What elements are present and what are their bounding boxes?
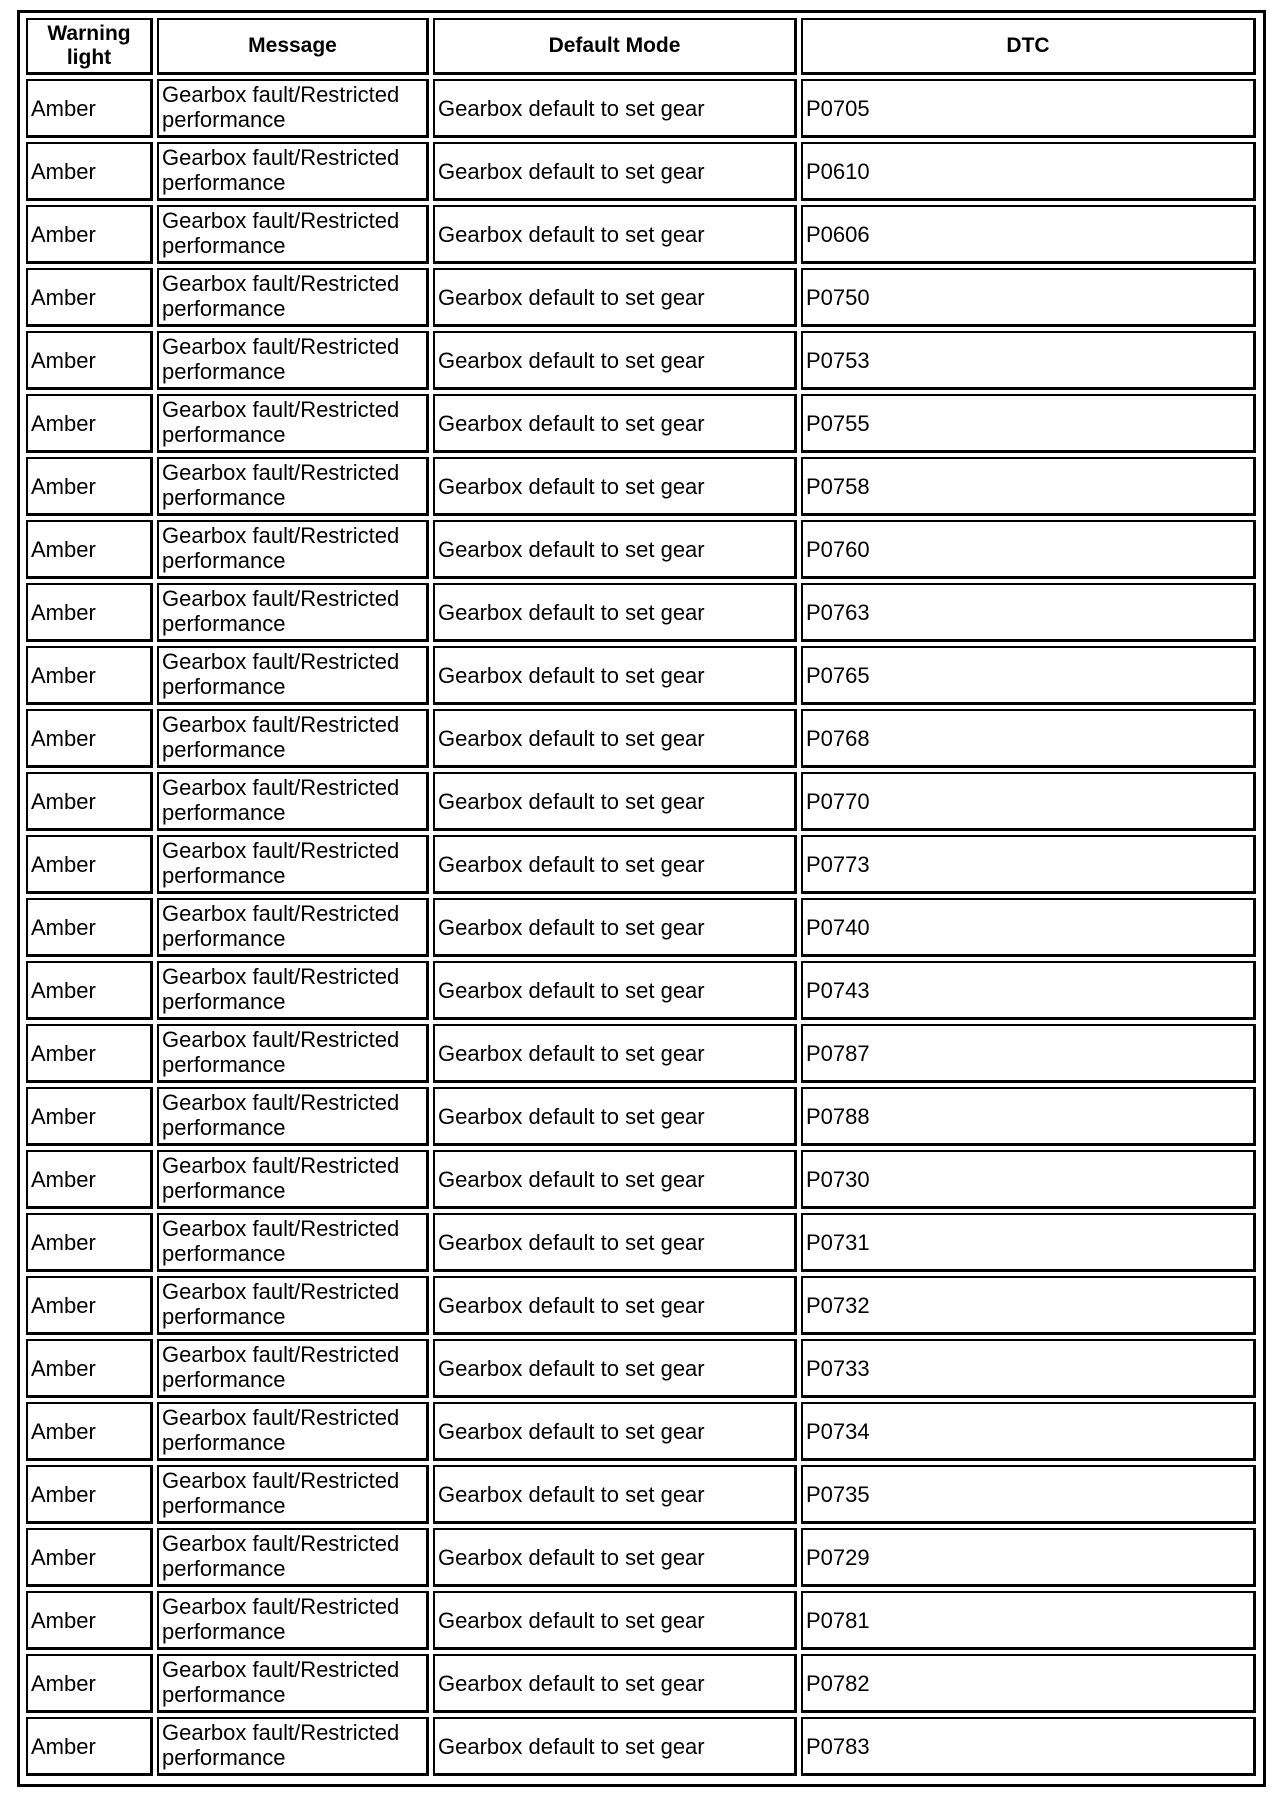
- cell-warning-light: Amber: [26, 1528, 153, 1587]
- cell-dtc: P0763: [801, 583, 1256, 642]
- table-row: [26, 772, 1256, 831]
- cell-warning-light: Amber: [26, 1150, 153, 1209]
- cell-warning-light: Amber: [26, 268, 153, 327]
- cell-message: Gearbox fault/Restricted performance: [157, 394, 429, 453]
- table-row: [26, 331, 1256, 390]
- cell-message: Gearbox fault/Restricted performance: [157, 1150, 429, 1209]
- table-row: [26, 1402, 1256, 1461]
- table-row: [26, 1528, 1256, 1587]
- header-warning-light: Warning light: [26, 18, 153, 75]
- table-row: [26, 646, 1256, 705]
- table-row: [26, 583, 1256, 642]
- cell-default-mode: Gearbox default to set gear: [433, 394, 797, 453]
- cell-default-mode: Gearbox default to set gear: [433, 583, 797, 642]
- table-row: [26, 898, 1256, 957]
- cell-message: Gearbox fault/Restricted performance: [157, 268, 429, 327]
- header-dtc: DTC: [801, 18, 1256, 75]
- cell-default-mode: Gearbox default to set gear: [433, 1465, 797, 1524]
- cell-dtc: P0773: [801, 835, 1256, 894]
- cell-warning-light: Amber: [26, 1717, 153, 1776]
- table-row: [26, 268, 1256, 327]
- cell-message: Gearbox fault/Restricted performance: [157, 142, 429, 201]
- table-row: [26, 1276, 1256, 1335]
- cell-message: Gearbox fault/Restricted performance: [157, 1465, 429, 1524]
- cell-warning-light: Amber: [26, 898, 153, 957]
- table-row: [26, 1150, 1256, 1209]
- cell-default-mode: Gearbox default to set gear: [433, 1339, 797, 1398]
- table-row: [26, 1087, 1256, 1146]
- cell-warning-light: Amber: [26, 1213, 153, 1272]
- cell-dtc: P0729: [801, 1528, 1256, 1587]
- cell-message: Gearbox fault/Restricted performance: [157, 1024, 429, 1083]
- cell-warning-light: Amber: [26, 835, 153, 894]
- cell-dtc: P0783: [801, 1717, 1256, 1776]
- table-row: [26, 1717, 1256, 1776]
- table-row: [26, 1024, 1256, 1083]
- cell-warning-light: Amber: [26, 961, 153, 1020]
- cell-message: Gearbox fault/Restricted performance: [157, 709, 429, 768]
- cell-default-mode: Gearbox default to set gear: [433, 1150, 797, 1209]
- cell-warning-light: Amber: [26, 205, 153, 264]
- cell-default-mode: Gearbox default to set gear: [433, 961, 797, 1020]
- table-row: [26, 205, 1256, 264]
- cell-warning-light: Amber: [26, 79, 153, 138]
- cell-dtc: P0740: [801, 898, 1256, 957]
- cell-warning-light: Amber: [26, 520, 153, 579]
- cell-message: Gearbox fault/Restricted performance: [157, 961, 429, 1020]
- cell-warning-light: Amber: [26, 1339, 153, 1398]
- header-default-mode: Default Mode: [433, 18, 797, 75]
- cell-warning-light: Amber: [26, 331, 153, 390]
- table-row: [26, 520, 1256, 579]
- cell-dtc: P0705: [801, 79, 1256, 138]
- cell-message: Gearbox fault/Restricted performance: [157, 1591, 429, 1650]
- cell-default-mode: Gearbox default to set gear: [433, 1717, 797, 1776]
- cell-default-mode: Gearbox default to set gear: [433, 1402, 797, 1461]
- cell-warning-light: Amber: [26, 646, 153, 705]
- cell-dtc: P0758: [801, 457, 1256, 516]
- cell-dtc: P0731: [801, 1213, 1256, 1272]
- cell-warning-light: Amber: [26, 142, 153, 201]
- dtc-table-frame: [17, 10, 1266, 1787]
- cell-dtc: P0781: [801, 1591, 1256, 1650]
- cell-default-mode: Gearbox default to set gear: [433, 1654, 797, 1713]
- cell-message: Gearbox fault/Restricted performance: [157, 772, 429, 831]
- cell-message: Gearbox fault/Restricted performance: [157, 1087, 429, 1146]
- cell-dtc: P0610: [801, 142, 1256, 201]
- cell-warning-light: Amber: [26, 394, 153, 453]
- cell-dtc: P0733: [801, 1339, 1256, 1398]
- cell-default-mode: Gearbox default to set gear: [433, 1591, 797, 1650]
- cell-default-mode: Gearbox default to set gear: [433, 1276, 797, 1335]
- cell-dtc: P0753: [801, 331, 1256, 390]
- cell-warning-light: Amber: [26, 1402, 153, 1461]
- cell-default-mode: Gearbox default to set gear: [433, 1528, 797, 1587]
- cell-dtc: P0765: [801, 646, 1256, 705]
- cell-dtc: P0768: [801, 709, 1256, 768]
- cell-message: Gearbox fault/Restricted performance: [157, 835, 429, 894]
- table-row: [26, 457, 1256, 516]
- cell-default-mode: Gearbox default to set gear: [433, 79, 797, 138]
- cell-message: Gearbox fault/Restricted performance: [157, 1402, 429, 1461]
- cell-dtc: P0750: [801, 268, 1256, 327]
- cell-message: Gearbox fault/Restricted performance: [157, 457, 429, 516]
- cell-warning-light: Amber: [26, 583, 153, 642]
- cell-message: Gearbox fault/Restricted performance: [157, 1528, 429, 1587]
- cell-warning-light: Amber: [26, 1087, 153, 1146]
- cell-warning-light: Amber: [26, 709, 153, 768]
- table-row: [26, 142, 1256, 201]
- cell-default-mode: Gearbox default to set gear: [433, 1087, 797, 1146]
- table-body: [26, 79, 1256, 1776]
- cell-dtc: P0730: [801, 1150, 1256, 1209]
- table-row: [26, 835, 1256, 894]
- cell-default-mode: Gearbox default to set gear: [433, 142, 797, 201]
- dtc-table: [22, 14, 1260, 1780]
- cell-dtc: P0732: [801, 1276, 1256, 1335]
- cell-default-mode: Gearbox default to set gear: [433, 1024, 797, 1083]
- table-row: [26, 394, 1256, 453]
- cell-default-mode: Gearbox default to set gear: [433, 205, 797, 264]
- cell-default-mode: Gearbox default to set gear: [433, 520, 797, 579]
- cell-dtc: P0760: [801, 520, 1256, 579]
- table-row: [26, 79, 1256, 138]
- cell-default-mode: Gearbox default to set gear: [433, 772, 797, 831]
- cell-default-mode: Gearbox default to set gear: [433, 331, 797, 390]
- cell-dtc: P0606: [801, 205, 1256, 264]
- cell-message: Gearbox fault/Restricted performance: [157, 1339, 429, 1398]
- cell-default-mode: Gearbox default to set gear: [433, 457, 797, 516]
- cell-dtc: P0743: [801, 961, 1256, 1020]
- cell-warning-light: Amber: [26, 1654, 153, 1713]
- cell-dtc: P0788: [801, 1087, 1256, 1146]
- cell-message: Gearbox fault/Restricted performance: [157, 1276, 429, 1335]
- cell-default-mode: Gearbox default to set gear: [433, 268, 797, 327]
- table-row: [26, 709, 1256, 768]
- cell-message: Gearbox fault/Restricted performance: [157, 520, 429, 579]
- cell-message: Gearbox fault/Restricted performance: [157, 583, 429, 642]
- table-row: [26, 1654, 1256, 1713]
- table-row: [26, 1591, 1256, 1650]
- cell-message: Gearbox fault/Restricted performance: [157, 898, 429, 957]
- cell-dtc: P0770: [801, 772, 1256, 831]
- cell-default-mode: Gearbox default to set gear: [433, 835, 797, 894]
- cell-message: Gearbox fault/Restricted performance: [157, 1717, 429, 1776]
- cell-warning-light: Amber: [26, 1465, 153, 1524]
- cell-default-mode: Gearbox default to set gear: [433, 1213, 797, 1272]
- cell-dtc: P0787: [801, 1024, 1256, 1083]
- cell-message: Gearbox fault/Restricted performance: [157, 1654, 429, 1713]
- cell-default-mode: Gearbox default to set gear: [433, 709, 797, 768]
- cell-message: Gearbox fault/Restricted performance: [157, 1213, 429, 1272]
- cell-default-mode: Gearbox default to set gear: [433, 898, 797, 957]
- cell-message: Gearbox fault/Restricted performance: [157, 646, 429, 705]
- cell-warning-light: Amber: [26, 1591, 153, 1650]
- cell-dtc: P0734: [801, 1402, 1256, 1461]
- cell-message: Gearbox fault/Restricted performance: [157, 79, 429, 138]
- cell-warning-light: Amber: [26, 1024, 153, 1083]
- table-header-row: [26, 18, 1256, 75]
- cell-message: Gearbox fault/Restricted performance: [157, 331, 429, 390]
- cell-message: Gearbox fault/Restricted performance: [157, 205, 429, 264]
- cell-warning-light: Amber: [26, 1276, 153, 1335]
- table-row: [26, 1339, 1256, 1398]
- cell-dtc: P0782: [801, 1654, 1256, 1713]
- table-row: [26, 1465, 1256, 1524]
- cell-dtc: P0735: [801, 1465, 1256, 1524]
- cell-warning-light: Amber: [26, 772, 153, 831]
- table-row: [26, 1213, 1256, 1272]
- table-row: [26, 961, 1256, 1020]
- cell-default-mode: Gearbox default to set gear: [433, 646, 797, 705]
- cell-warning-light: Amber: [26, 457, 153, 516]
- cell-dtc: P0755: [801, 394, 1256, 453]
- header-message: Message: [157, 18, 429, 75]
